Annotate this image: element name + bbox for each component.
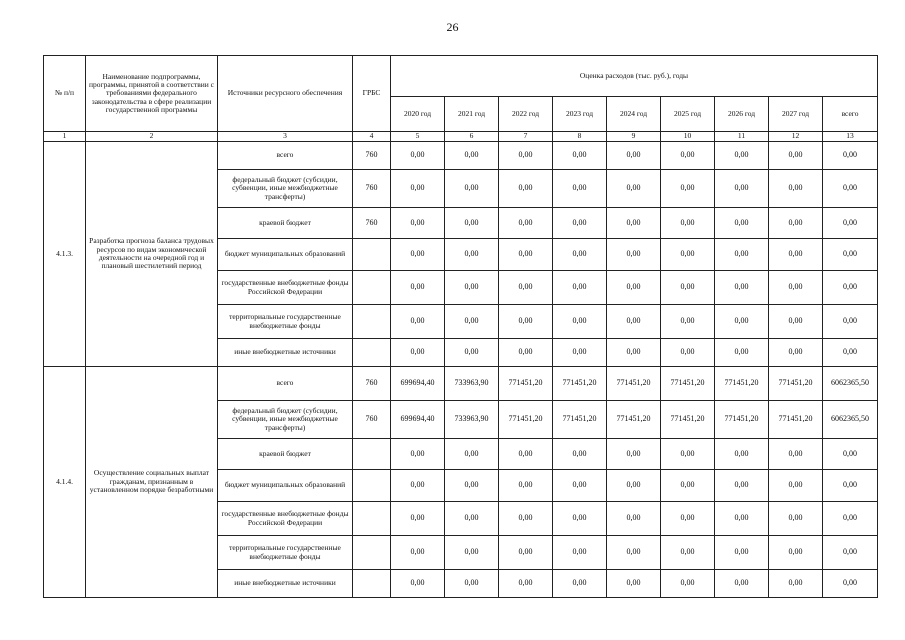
- year-value: 0,00: [715, 536, 769, 570]
- year-value: 0,00: [607, 470, 661, 502]
- year-value: 0,00: [607, 536, 661, 570]
- table-row: [44, 367, 878, 401]
- year-value: 771451,20: [661, 367, 715, 401]
- grbs-code: [353, 439, 391, 470]
- funding-source: всего: [218, 367, 353, 401]
- column-number: 11: [715, 132, 769, 142]
- year-value: 771451,20: [553, 367, 607, 401]
- year-value: 0,00: [661, 271, 715, 305]
- year-value: 0,00: [661, 239, 715, 271]
- year-value: 0,00: [661, 170, 715, 208]
- header-year: 2026 год: [715, 97, 769, 132]
- funding-source: краевой бюджет: [218, 208, 353, 239]
- year-value: 0,00: [499, 142, 553, 170]
- year-value: 0,00: [661, 536, 715, 570]
- grbs-code: [353, 536, 391, 570]
- header-year: 2023 год: [553, 97, 607, 132]
- page-number: 26: [446, 20, 459, 34]
- column-number: 3: [218, 132, 353, 142]
- year-value: 0,00: [391, 271, 445, 305]
- year-value: 733963,90: [445, 401, 499, 439]
- header-year: 2024 год: [607, 97, 661, 132]
- year-value: 0,00: [607, 439, 661, 470]
- year-value: 0,00: [607, 502, 661, 536]
- year-value: 0,00: [769, 570, 823, 598]
- year-value: 771451,20: [715, 367, 769, 401]
- year-value: 0,00: [499, 570, 553, 598]
- year-value: 0,00: [391, 502, 445, 536]
- total-value: 0,00: [823, 208, 878, 239]
- year-value: 0,00: [661, 305, 715, 339]
- year-value: 771451,20: [607, 367, 661, 401]
- total-value: 0,00: [823, 271, 878, 305]
- header-num: № п/п: [44, 56, 86, 132]
- funding-source: федеральный бюджет (субсидии, субвенции, иные межбюджетные трансферты): [218, 170, 353, 208]
- total-value: 0,00: [823, 470, 878, 502]
- grbs-code: 760: [353, 170, 391, 208]
- year-value: 0,00: [769, 142, 823, 170]
- header-grbs: ГРБС: [353, 56, 391, 132]
- grbs-code: 760: [353, 208, 391, 239]
- year-value: 771451,20: [769, 367, 823, 401]
- header-year: 2021 год: [445, 97, 499, 132]
- total-value: 0,00: [823, 339, 878, 367]
- column-number: 9: [607, 132, 661, 142]
- year-value: 0,00: [445, 339, 499, 367]
- header-estimate: Оценка расходов (тыс. руб.), годы: [391, 56, 878, 97]
- year-value: 0,00: [499, 439, 553, 470]
- year-value: 0,00: [553, 305, 607, 339]
- year-value: 0,00: [391, 305, 445, 339]
- total-value: 0,00: [823, 142, 878, 170]
- funding-source: территориальные государственные внебюджетные фонды: [218, 305, 353, 339]
- year-value: 0,00: [769, 439, 823, 470]
- year-value: 0,00: [391, 439, 445, 470]
- year-value: 0,00: [715, 570, 769, 598]
- year-value: 0,00: [715, 439, 769, 470]
- header-year: 2027 год: [769, 97, 823, 132]
- section-code: 4.1.4.: [44, 367, 86, 598]
- year-value: 0,00: [499, 305, 553, 339]
- year-value: 0,00: [715, 305, 769, 339]
- year-value: 0,00: [607, 208, 661, 239]
- column-numbers-row: [44, 132, 878, 142]
- year-value: 0,00: [769, 208, 823, 239]
- total-value: 0,00: [823, 239, 878, 271]
- year-value: 0,00: [445, 305, 499, 339]
- year-value: 0,00: [553, 239, 607, 271]
- year-value: 0,00: [391, 570, 445, 598]
- year-value: 0,00: [769, 170, 823, 208]
- year-value: 0,00: [553, 339, 607, 367]
- year-value: 0,00: [499, 271, 553, 305]
- funding-source: иные внебюджетные источники: [218, 339, 353, 367]
- year-value: 0,00: [715, 142, 769, 170]
- year-value: 0,00: [715, 170, 769, 208]
- year-value: 771451,20: [499, 367, 553, 401]
- year-value: 0,00: [499, 208, 553, 239]
- grbs-code: [353, 470, 391, 502]
- year-value: 0,00: [445, 208, 499, 239]
- header-year: 2025 год: [661, 97, 715, 132]
- year-value: 0,00: [553, 536, 607, 570]
- year-value: 0,00: [607, 570, 661, 598]
- total-value: 6062365,50: [823, 367, 878, 401]
- year-value: 0,00: [661, 502, 715, 536]
- total-value: 0,00: [823, 170, 878, 208]
- year-value: 771451,20: [661, 401, 715, 439]
- year-value: 0,00: [445, 439, 499, 470]
- section-name: Разработка прогноза баланса трудовых ресурсов по видам экономической деятельности на очередной год и плановый шестилетний период: [86, 142, 218, 367]
- year-value: 0,00: [769, 470, 823, 502]
- year-value: 0,00: [391, 470, 445, 502]
- table-row: [44, 142, 878, 170]
- year-value: 0,00: [445, 142, 499, 170]
- year-value: 0,00: [607, 271, 661, 305]
- year-value: 0,00: [769, 239, 823, 271]
- year-value: 0,00: [445, 502, 499, 536]
- year-value: 0,00: [715, 239, 769, 271]
- total-value: 0,00: [823, 536, 878, 570]
- column-number: 4: [353, 132, 391, 142]
- year-value: 0,00: [553, 570, 607, 598]
- year-value: 0,00: [499, 339, 553, 367]
- year-value: 0,00: [553, 470, 607, 502]
- year-value: 699694,40: [391, 367, 445, 401]
- year-value: 0,00: [769, 305, 823, 339]
- funding-source: краевой бюджет: [218, 439, 353, 470]
- funding-source: иные внебюджетные источники: [218, 570, 353, 598]
- funding-source: федеральный бюджет (субсидии, субвенции, иные межбюджетные трансферты): [218, 401, 353, 439]
- year-value: 0,00: [607, 305, 661, 339]
- year-value: 0,00: [499, 470, 553, 502]
- column-number: 13: [823, 132, 878, 142]
- section-code: 4.1.3.: [44, 142, 86, 367]
- grbs-code: [353, 570, 391, 598]
- year-value: 0,00: [391, 142, 445, 170]
- year-value: 0,00: [661, 470, 715, 502]
- header-total: всего: [823, 97, 878, 132]
- column-number: 5: [391, 132, 445, 142]
- year-value: 771451,20: [553, 401, 607, 439]
- year-value: 0,00: [553, 208, 607, 239]
- column-number: 2: [86, 132, 218, 142]
- year-value: 0,00: [715, 502, 769, 536]
- year-value: 0,00: [553, 439, 607, 470]
- grbs-code: 760: [353, 367, 391, 401]
- year-value: 0,00: [499, 536, 553, 570]
- year-value: 0,00: [661, 439, 715, 470]
- year-value: 771451,20: [607, 401, 661, 439]
- year-value: 0,00: [553, 142, 607, 170]
- budget-table: [43, 55, 878, 598]
- column-number: 8: [553, 132, 607, 142]
- grbs-code: [353, 239, 391, 271]
- year-value: 0,00: [499, 170, 553, 208]
- header-year: 2020 год: [391, 97, 445, 132]
- year-value: 0,00: [769, 536, 823, 570]
- year-value: 0,00: [391, 339, 445, 367]
- year-value: 0,00: [553, 502, 607, 536]
- column-number: 12: [769, 132, 823, 142]
- year-value: 0,00: [661, 570, 715, 598]
- total-value: 6062365,50: [823, 401, 878, 439]
- funding-source: бюджет муниципальных образований: [218, 239, 353, 271]
- column-number: 7: [499, 132, 553, 142]
- year-value: 0,00: [607, 339, 661, 367]
- header-year: 2022 год: [499, 97, 553, 132]
- year-value: 0,00: [715, 271, 769, 305]
- total-value: 0,00: [823, 305, 878, 339]
- grbs-code: 760: [353, 401, 391, 439]
- year-value: 0,00: [499, 502, 553, 536]
- year-value: 771451,20: [769, 401, 823, 439]
- year-value: 0,00: [445, 536, 499, 570]
- grbs-code: [353, 271, 391, 305]
- year-value: 0,00: [391, 536, 445, 570]
- total-value: 0,00: [823, 502, 878, 536]
- year-value: 699694,40: [391, 401, 445, 439]
- header-name: Наименование подпрограммы, программы, принятой в соответствии с требованиями федерального законодательства в сфере реализации государственной программы: [86, 56, 218, 132]
- total-value: 0,00: [823, 570, 878, 598]
- year-value: 0,00: [715, 470, 769, 502]
- year-value: 0,00: [445, 170, 499, 208]
- year-value: 0,00: [445, 271, 499, 305]
- year-value: 0,00: [769, 339, 823, 367]
- year-value: 0,00: [607, 142, 661, 170]
- year-value: 0,00: [391, 239, 445, 271]
- table-body: [44, 142, 878, 598]
- year-value: 0,00: [769, 271, 823, 305]
- year-value: 0,00: [661, 339, 715, 367]
- year-value: 733963,90: [445, 367, 499, 401]
- funding-source: государственные внебюджетные фонды Российской Федерации: [218, 271, 353, 305]
- year-value: 0,00: [391, 170, 445, 208]
- header-source: Источники ресурсного обеспечения: [218, 56, 353, 132]
- year-value: 0,00: [445, 570, 499, 598]
- year-value: 0,00: [715, 339, 769, 367]
- funding-source: территориальные государственные внебюджетные фонды: [218, 536, 353, 570]
- year-value: 0,00: [553, 271, 607, 305]
- grbs-code: [353, 502, 391, 536]
- year-value: 0,00: [769, 502, 823, 536]
- funding-source: государственные внебюджетные фонды Российской Федерации: [218, 502, 353, 536]
- grbs-code: [353, 339, 391, 367]
- year-value: 0,00: [499, 239, 553, 271]
- funding-source: бюджет муниципальных образований: [218, 470, 353, 502]
- year-value: 0,00: [607, 239, 661, 271]
- column-number: 10: [661, 132, 715, 142]
- year-value: 0,00: [445, 470, 499, 502]
- year-value: 0,00: [553, 170, 607, 208]
- column-number: 6: [445, 132, 499, 142]
- funding-source: всего: [218, 142, 353, 170]
- total-value: 0,00: [823, 439, 878, 470]
- year-value: 771451,20: [715, 401, 769, 439]
- year-value: 0,00: [607, 170, 661, 208]
- year-value: 0,00: [391, 208, 445, 239]
- grbs-code: [353, 305, 391, 339]
- year-value: 0,00: [661, 208, 715, 239]
- year-value: 0,00: [715, 208, 769, 239]
- year-value: 771451,20: [499, 401, 553, 439]
- section-name: Осуществление социальных выплат гражданам, признанным в установленном порядке безработными: [86, 367, 218, 598]
- column-number: 1: [44, 132, 86, 142]
- year-value: 0,00: [661, 142, 715, 170]
- grbs-code: 760: [353, 142, 391, 170]
- year-value: 0,00: [445, 239, 499, 271]
